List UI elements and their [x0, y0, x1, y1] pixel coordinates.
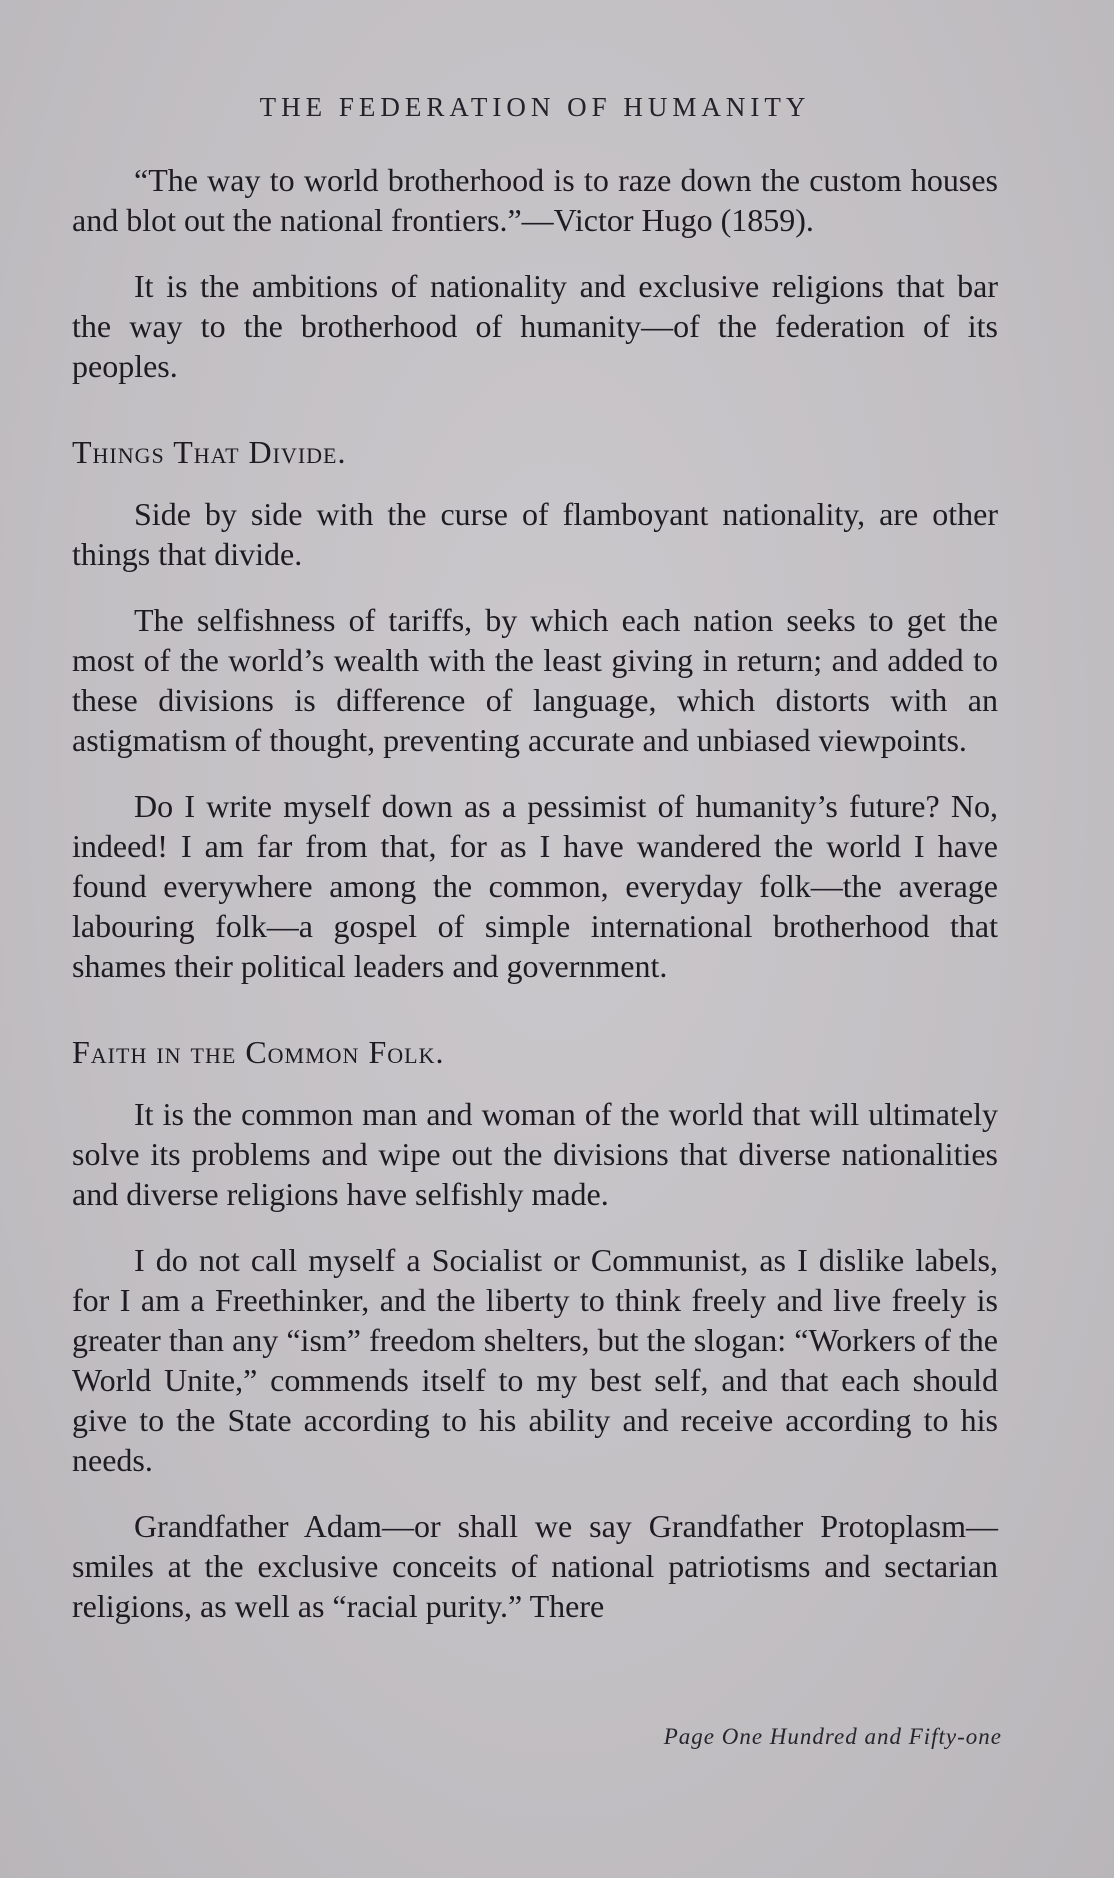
- paragraph-grandfather-adam: Grandfather Adam—or shall we say Grandfather Protoplasm—smiles at the exclusive conceits of national patriotisms and sectarian religions, as well as “racial purity.” There: [72, 1508, 998, 1624]
- paragraph-pessimist: Do I write myself down as a pessimist of humanity’s future? No, indeed! I am far from that, for as I have wandered the world I have found everywhere among the common, everyday folk—the average labouring folk—a gospel of simple international brotherhood that shames their political leaders and government.: [72, 788, 998, 984]
- paragraph-hugo-quote: “The way to world brotherhood is to raze down the custom houses and blot out the national frontiers.”—Victor Hugo (1859).: [72, 162, 998, 238]
- body-text: [72, 160, 998, 1652]
- paragraph-freethinker: I do not call myself a Socialist or Communist, as I dislike labels, for I am a Freethinker, and the liberty to think freely and live freely is greater than any “ism” freedom shelters, but the slogan: “Workers of the World Unite,” commends itself to my best self, and that each should give to the State according to his ability and receive according to his needs.: [72, 1242, 998, 1478]
- paragraph-side-by-side: Side by side with the curse of flamboyant nationality, are other things that divide.: [72, 496, 998, 572]
- paragraph-ambitions: It is the ambitions of nationality and exclusive religions that bar the way to the brotherhood of humanity—of the federation of its peoples.: [72, 268, 998, 384]
- page-number-footer: Page One Hundred and Fifty-one: [663, 1724, 1002, 1749]
- section-heading-things-that-divide: Things That Divide.: [72, 434, 347, 470]
- section-heading-faith-in-common-folk: Faith in the Common Folk.: [72, 1034, 445, 1070]
- running-head: THE FEDERATION OF HUMANITY: [259, 92, 811, 122]
- paragraph-tariffs: The selfishness of tariffs, by which each nation seeks to get the most of the world’s wealth with the least giving in return; and added to these divisions is difference of language, which distorts with an astigmatism of thought, preventing accurate and unbiased viewpoints.: [72, 602, 998, 758]
- paragraph-common-man: It is the common man and woman of the world that will ultimately solve its problems and wipe out the divisions that diverse nationalities and diverse religions have selfishly made.: [72, 1096, 998, 1212]
